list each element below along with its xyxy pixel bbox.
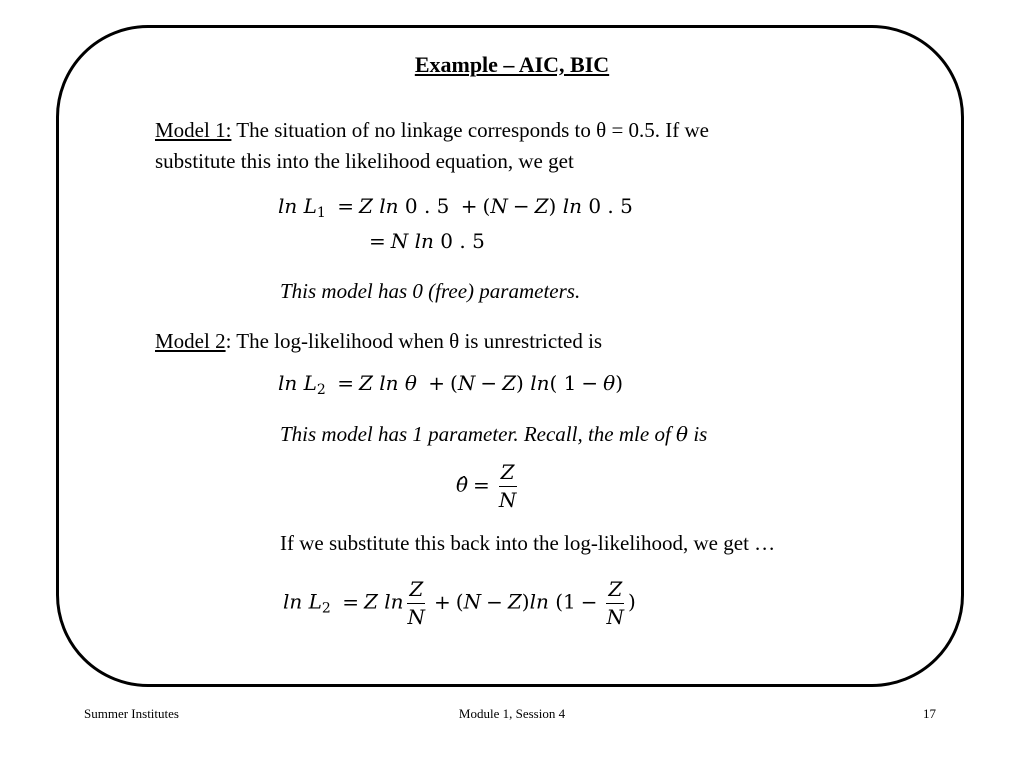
model1-text: The situation of no linkage corresponds to θ = 0.5. If we — [231, 118, 710, 142]
substitute-text: If we substitute this back into the log-likelihood, we get … — [280, 531, 776, 555]
fraction-z-over-n: $\frac{Z}{N}$ — [498, 460, 517, 512]
footer-left: Summer Institutes — [84, 706, 179, 721]
model2-note: This model has 1 parameter. Recall, the mle of θ is — [280, 422, 708, 446]
footer-center: Module 1, Session 4 — [458, 706, 566, 721]
model1-line1 — [155, 115, 709, 146]
model1-note: This model has 0 (free) parameters. — [280, 279, 581, 303]
equation-mle: θ̂ = $\frac{Z}{N}$ — [456, 460, 517, 512]
model2-line — [155, 326, 602, 357]
fraction-z-over-n: $\frac{Z}{N}$ — [606, 577, 625, 629]
model1-line2: substitute this into the likelihood equation, we get — [155, 149, 574, 173]
model2-text: : The log-likelihood when θ is unrestricted is — [225, 329, 603, 353]
equation-lnL2-substituted: $\ln L_2 = Z$ ln $\frac{Z}{N}$ + (N − Z)ln (1 − $\frac{Z}{N}$ ) — [283, 577, 636, 629]
model1-label: Model 1: — [155, 118, 232, 142]
equation-lnL1: $\ln L_1 = Z$ ln 0 . 5 + (N − Z) ln 0 . 5 — [278, 194, 633, 221]
model2-label: Model 2 — [155, 329, 226, 353]
page-number: 17 — [923, 706, 936, 721]
slide-title: Example – AIC, BIC — [414, 52, 610, 77]
fraction-z-over-n: $\frac{Z}{N}$ — [407, 577, 426, 629]
equation-lnL2: $\ln L_2 = Z$ ln θ + (N − Z) ln( 1 − θ) — [278, 371, 624, 398]
equation-lnL1-simplified: = N ln 0 . 5 — [369, 229, 485, 253]
